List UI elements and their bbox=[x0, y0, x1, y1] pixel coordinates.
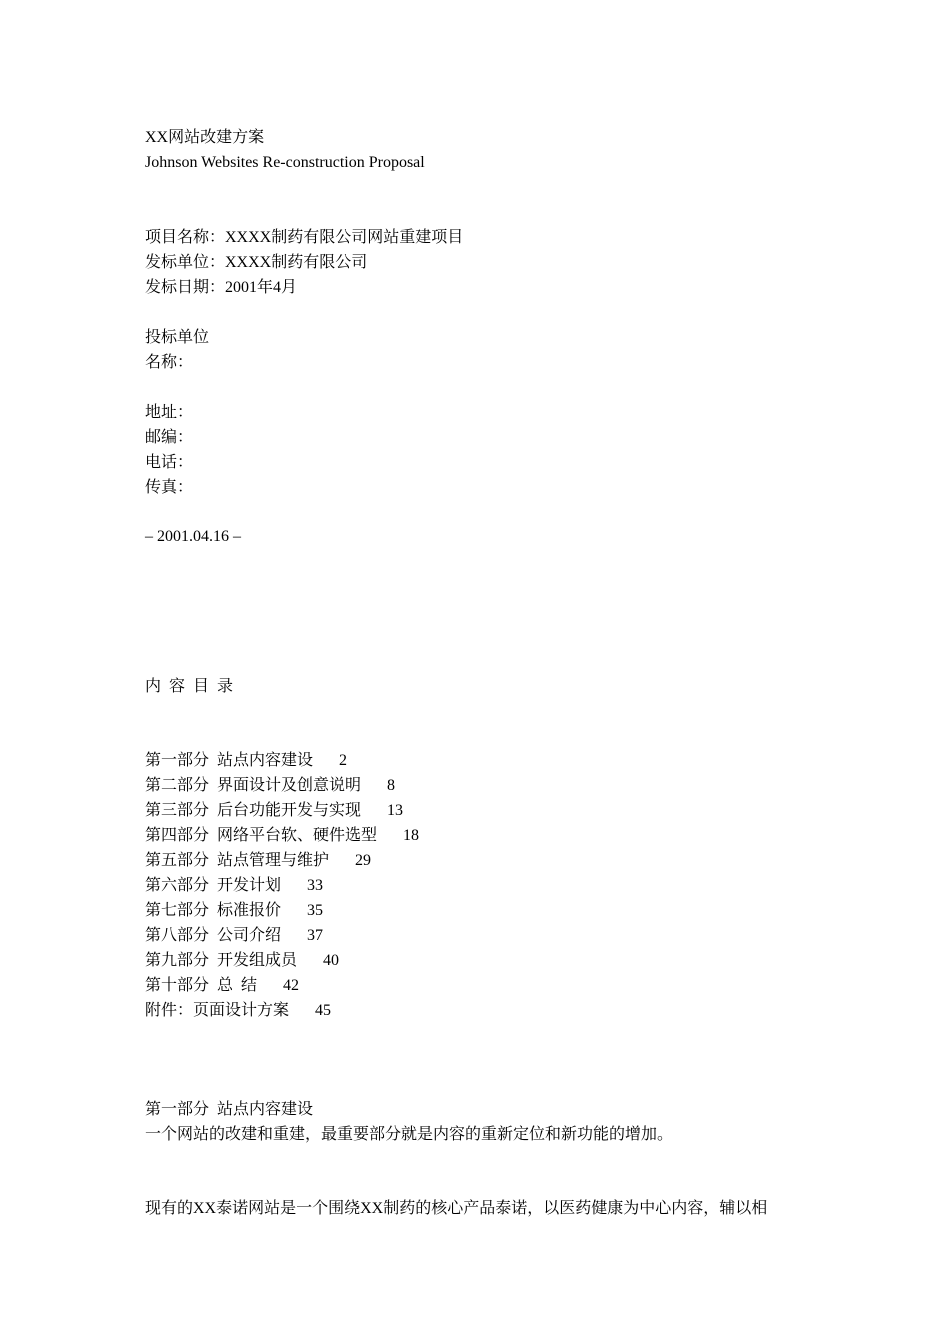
toc-item-label: 第二部分 界面设计及创意说明 bbox=[145, 777, 362, 794]
project-date: 发标日期：2001年4月 bbox=[145, 279, 298, 296]
toc-item[interactable] bbox=[145, 776, 395, 796]
bidder-phone-label: 电话： bbox=[145, 454, 194, 471]
title-en: Johnson Websites Re-construction Proposal bbox=[145, 154, 425, 171]
toc-item-label: 第一部分 站点内容建设 bbox=[145, 752, 314, 769]
toc-item[interactable] bbox=[145, 976, 299, 996]
toc-item-label: 第六部分 开发计划 bbox=[145, 877, 282, 894]
toc-item-page: 8 bbox=[387, 777, 396, 794]
toc-item-page: 37 bbox=[307, 927, 324, 944]
toc-item-page: 2 bbox=[339, 752, 348, 769]
toc-item-label: 第八部分 公司介绍 bbox=[145, 927, 282, 944]
toc-item[interactable] bbox=[145, 901, 323, 921]
toc-item[interactable] bbox=[145, 951, 339, 971]
bidder-heading: 投标单位 bbox=[145, 329, 210, 346]
section-paragraph: 现有的XX泰诺网站是一个围绕XX制药的核心产品泰诺，以医药健康为中心内容，辅以相 bbox=[145, 1200, 768, 1217]
toc-heading: 内 容 目 录 bbox=[145, 678, 234, 695]
doc-date: – 2001.04.16 – bbox=[145, 528, 241, 545]
toc-item-page: 13 bbox=[387, 802, 404, 819]
toc-item-label: 第七部分 标准报价 bbox=[145, 902, 282, 919]
toc-item-page: 29 bbox=[355, 852, 372, 869]
toc-item-label: 第五部分 站点管理与维护 bbox=[145, 852, 330, 869]
section-paragraph: 一个网站的改建和重建，最重要部分就是内容的重新定位和新功能的增加。 bbox=[145, 1126, 674, 1143]
toc-item[interactable] bbox=[145, 876, 323, 896]
toc-item-label: 附件：页面设计方案 bbox=[145, 1002, 290, 1019]
toc-item-label: 第九部分 开发组成员 bbox=[145, 952, 298, 969]
bidder-postcode-label: 邮编： bbox=[145, 429, 194, 446]
toc-item[interactable] bbox=[145, 751, 347, 771]
toc-item-page: 42 bbox=[283, 977, 300, 994]
toc-item[interactable] bbox=[145, 926, 323, 946]
toc-item[interactable] bbox=[145, 1001, 331, 1021]
toc-item-label: 第四部分 网络平台软、硬件选型 bbox=[145, 827, 378, 844]
toc-item[interactable] bbox=[145, 826, 419, 846]
toc-item-page: 18 bbox=[403, 827, 420, 844]
toc-item[interactable] bbox=[145, 851, 371, 871]
toc-item-page: 45 bbox=[315, 1002, 332, 1019]
bidder-fax-label: 传真： bbox=[145, 479, 194, 496]
section-heading: 第一部分 站点内容建设 bbox=[145, 1101, 314, 1118]
bidder-name-label: 名称： bbox=[145, 354, 194, 371]
toc-item[interactable] bbox=[145, 801, 403, 821]
project-issuer: 发标单位：XXXX制药有限公司 bbox=[145, 254, 368, 271]
project-name: 项目名称：XXXX制药有限公司网站重建项目 bbox=[145, 229, 464, 246]
toc-item-page: 40 bbox=[323, 952, 340, 969]
toc-item-page: 33 bbox=[307, 877, 324, 894]
title-cn: XX网站改建方案 bbox=[145, 129, 265, 146]
toc-item-label: 第三部分 后台功能开发与实现 bbox=[145, 802, 362, 819]
bidder-address-label: 地址： bbox=[145, 404, 194, 421]
toc-item-label: 第十部分 总 结 bbox=[145, 977, 258, 994]
toc-item-page: 35 bbox=[307, 902, 324, 919]
